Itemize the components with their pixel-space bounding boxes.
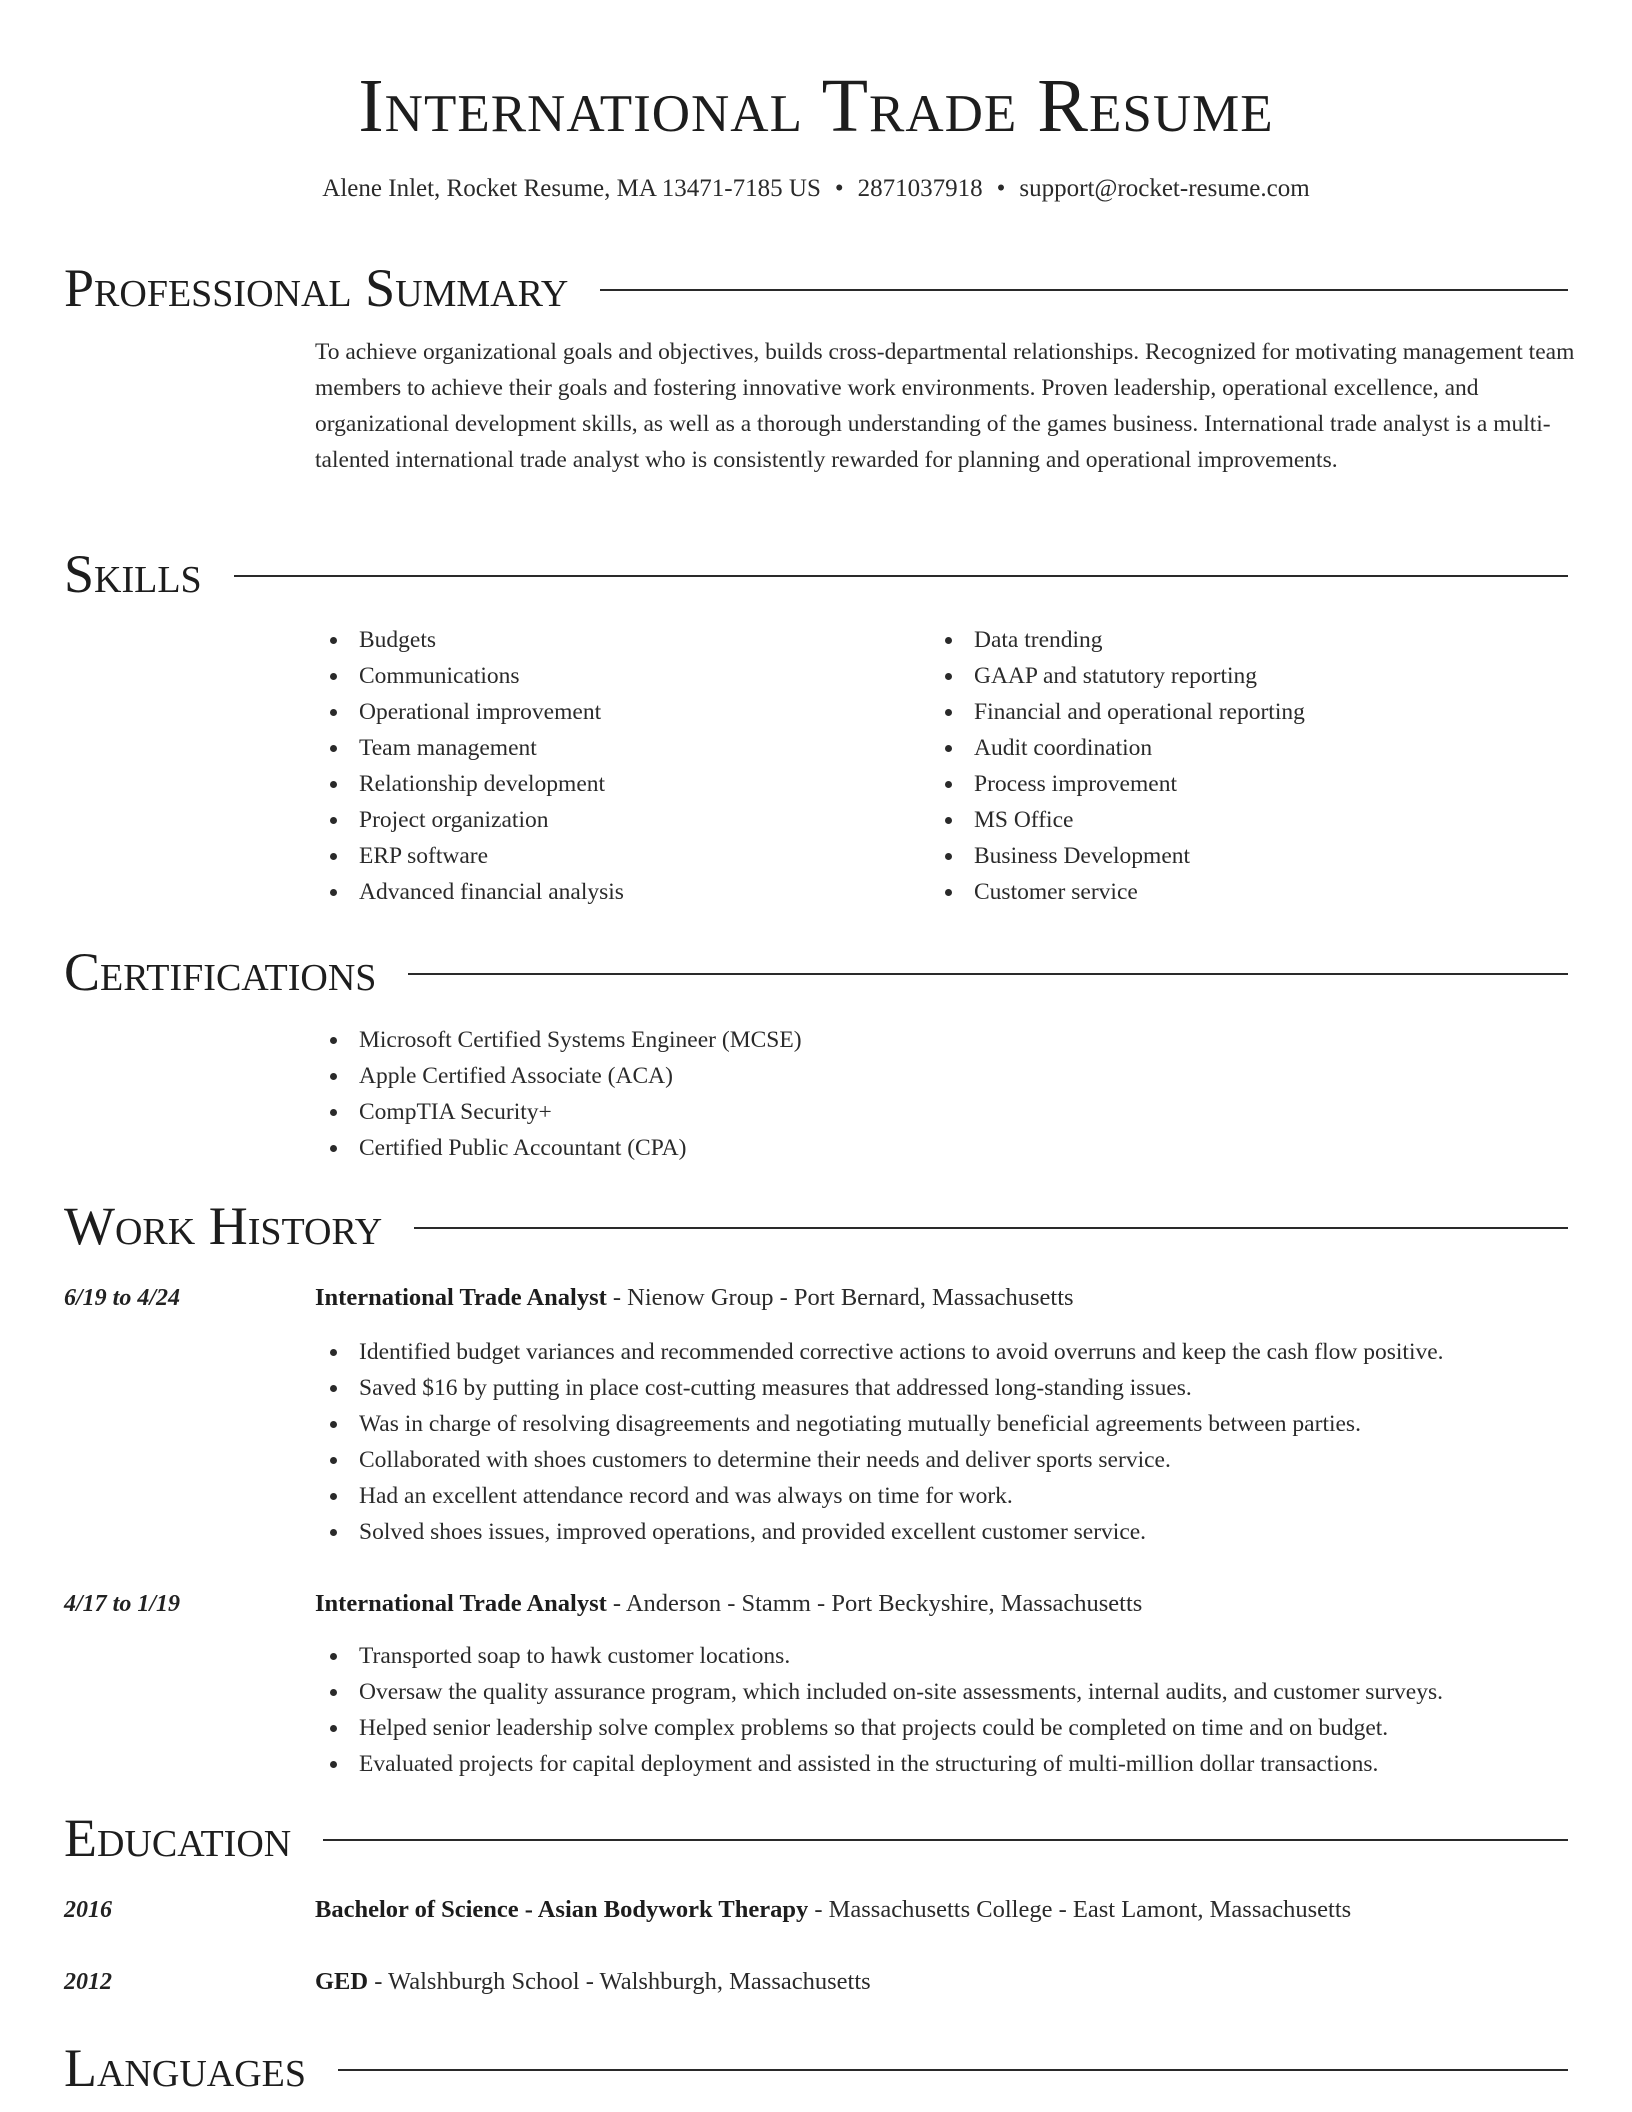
job-heading [315,1280,1575,1316]
section-rule [408,973,1568,975]
skill-item: Project organization [315,802,624,838]
skills-list [315,622,624,910]
section-header-languages [64,2038,1568,2098]
contact-address: Alene Inlet, Rocket Resume, MA 13471-7185 US [322,175,821,202]
job-title: International Trade Analyst [315,1284,607,1311]
job-bullets-column [315,1638,1443,1782]
job-heading [315,1586,1575,1622]
job-bullet: Evaluated projects for capital deployment and assisted in the structuring of multi-million dollar transactions. [315,1746,1443,1782]
job-details: - Nienow Group - Port Bernard, Massachusetts [606,1284,1074,1311]
skill-item: Relationship development [315,766,624,802]
skill-item: Audit coordination [930,730,1305,766]
job-bullet: Identified budget variances and recommended corrective actions to avoid overruns and keep the cash flow positive. [315,1334,1444,1370]
section-header-education [64,1808,1568,1868]
skill-item: Advanced financial analysis [315,874,624,910]
job-bullet: Saved $16 by putting in place cost-cutting measures that addressed long-standing issues. [315,1370,1444,1406]
resume-title: International Trade Resume [358,64,1274,148]
education-year: 2012 [64,1969,112,1995]
skill-item: Customer service [930,874,1305,910]
skill-item: Team management [315,730,624,766]
education-entry [315,1892,1575,1928]
contact-line [0,172,1632,206]
section-rule [600,289,1568,291]
job-bullet: Oversaw the quality assurance program, which included on-site assessments, internal audits, and customer surveys. [315,1674,1443,1710]
job-bullet: Had an excellent attendance record and was always on time for work. [315,1478,1444,1514]
section-rule [414,1227,1568,1229]
contact-separator: • [996,175,1006,202]
job-dates: 4/17 to 1/19 [64,1591,181,1617]
skill-item: MS Office [930,802,1305,838]
job-bullets [315,1638,1443,1782]
skill-item: Operational improvement [315,694,624,730]
skill-item: Budgets [315,622,624,658]
section-heading: Certifications [64,942,377,1002]
skill-item: Data trending [930,622,1305,658]
education-degree: GED [315,1968,369,1995]
job-details: - Anderson - Stamm - Port Beckyshire, Massachusetts [606,1590,1143,1617]
section-rule [234,575,1568,577]
contact-email: support@rocket-resume.com [1019,175,1310,202]
contact-separator: • [834,175,844,202]
skills-column-right [930,622,1305,910]
education-year: 2016 [64,1897,112,1923]
skill-item: Business Development [930,838,1305,874]
job-bullet: Helped senior leadership solve complex problems so that projects could be completed on time and on budget. [315,1710,1443,1746]
section-rule [323,1839,1568,1841]
job-title: International Trade Analyst [315,1590,607,1617]
section-heading: Languages [64,2038,306,2098]
education-degree: Bachelor of Science - Asian Bodywork Therapy [315,1896,809,1923]
job-bullet: Solved shoes issues, improved operations, and provided excellent customer service. [315,1514,1444,1550]
certifications-list [315,1022,802,1166]
skill-item: Financial and operational reporting [930,694,1305,730]
section-rule [338,2069,1568,2071]
education-details: - Walshburgh School - Walshburgh, Massachusetts [368,1968,871,1995]
certifications-column [315,1022,802,1166]
certification-item: Apple Certified Associate (ACA) [315,1058,802,1094]
skill-item: Communications [315,658,624,694]
job-bullet: Transported soap to hawk customer locations. [315,1638,1443,1674]
education-entry [315,1964,1575,2000]
skill-item: ERP software [315,838,624,874]
section-heading: Skills [64,544,202,604]
section-header-skills [64,544,1568,604]
certification-item: Certified Public Accountant (CPA) [315,1130,802,1166]
contact-phone: 2871037918 [857,175,983,202]
section-header-work-history [64,1196,1568,1256]
certification-item: Microsoft Certified Systems Engineer (MCSE) [315,1022,802,1058]
education-details: - Massachusetts College - East Lamont, Massachusetts [808,1896,1352,1923]
job-dates: 6/19 to 4/24 [64,1285,181,1311]
section-header-summary [64,258,1568,318]
skill-item: Process improvement [930,766,1305,802]
summary-text: To achieve organizational goals and objectives, builds cross-departmental relationships. Recognized for motivating management team members to achieve their goals and fostering innovative work environments. Proven leadership, operational excellence, and organizational development skills, as well as a thorough understanding of the games business. International trade analyst is a multi-talented international trade analyst who is consistently rewarded for planning and operational improvements. [315,339,1575,473]
job-bullet: Was in charge of resolving disagreements and negotiating mutually beneficial agreements between parties. [315,1406,1444,1442]
section-header-certifications [64,942,1568,1002]
skills-column-left [315,622,624,910]
section-heading: Professional Summary [64,258,569,318]
section-heading: Education [64,1808,292,1868]
section-heading: Work History [64,1196,383,1256]
certification-item: CompTIA Security+ [315,1094,802,1130]
job-bullet: Collaborated with shoes customers to determine their needs and deliver sports service. [315,1442,1444,1478]
skills-list [930,622,1305,910]
job-bullets [315,1334,1444,1550]
job-bullets-column [315,1334,1444,1550]
skill-item: GAAP and statutory reporting [930,658,1305,694]
